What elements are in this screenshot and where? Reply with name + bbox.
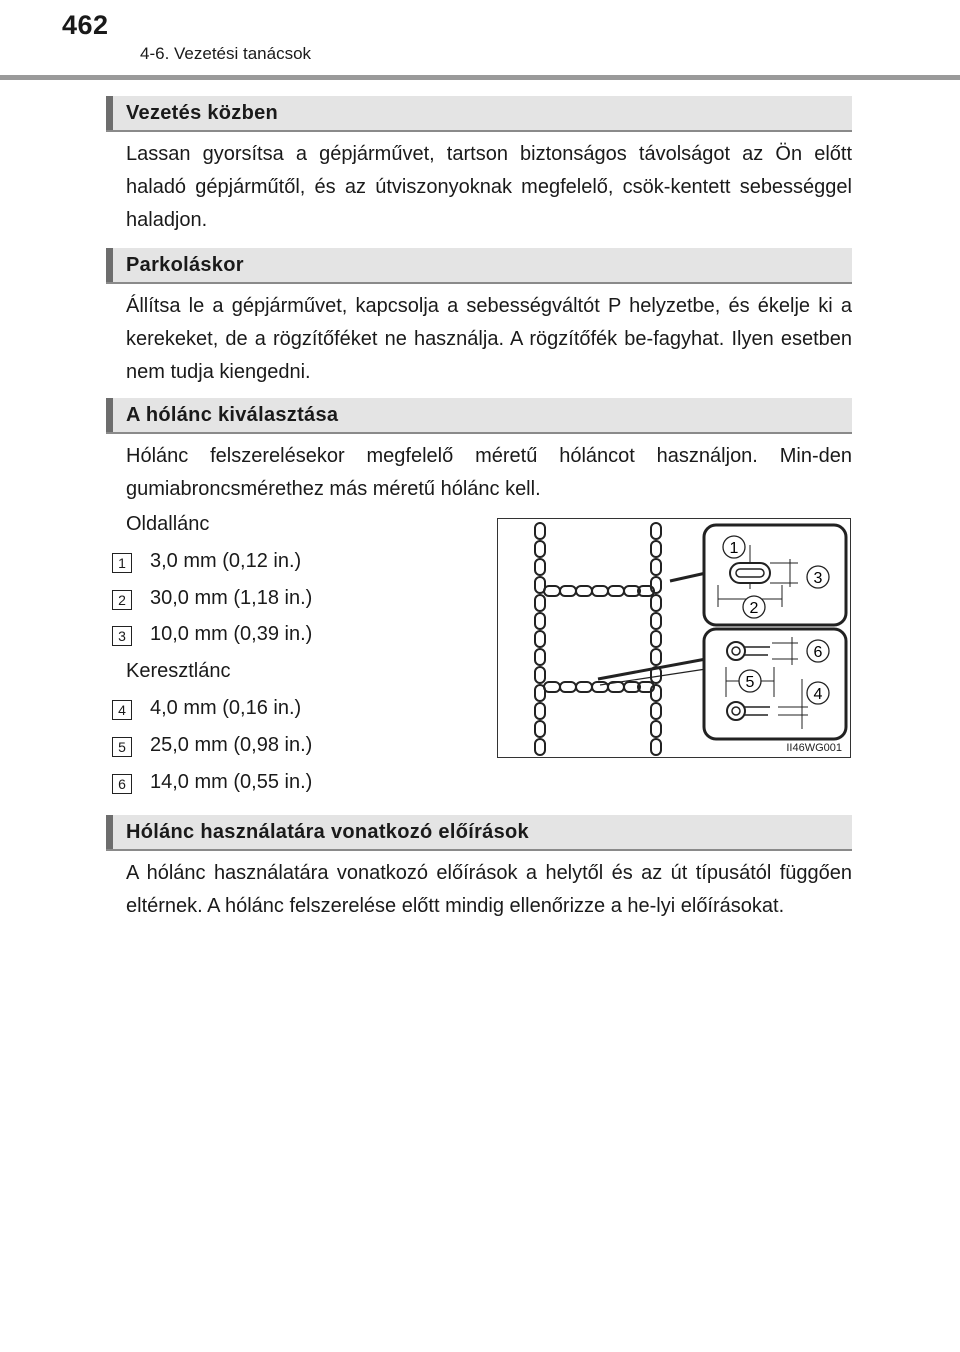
callout-number: 6 (112, 774, 132, 794)
section-heading-driving (106, 96, 852, 132)
callout-6-label: 6 (813, 644, 823, 661)
spec-value: 25,0 mm (0,98 in.) (150, 734, 313, 756)
callout-number: 3 (112, 626, 132, 646)
callout-number: 1 (112, 553, 132, 573)
heading-title: A hólánc kiválasztása (126, 404, 339, 426)
driving-paragraph: Lassan gyorsítsa a gépjárművet, tartson biztonságos távolságot az Ön előtt haladó gépjárműtől, és az útviszonyoknak megfelelő, csök-kentett sebességgel haladjon. (126, 143, 852, 231)
chain-selection-paragraph: Hólánc felszerelésekor megfelelő méretű hóláncot használjon. Min-den gumiabroncsmérethez más méretű hólánc kell. (126, 445, 852, 500)
parking-paragraph: Állítsa le a gépjárművet, kapcsolja a sebességváltót P helyzetbe, és ékelje ki a kerekeket, de a rögzítőféket ne használja. A rögzítőfék be-fagyhat. Ilyen esetben nem tudja kiengedni. (126, 295, 852, 383)
callout-1-label: 1 (729, 540, 739, 557)
page-number: 462 (62, 10, 109, 40)
heading-bar (106, 815, 113, 849)
heading-bar (106, 96, 113, 130)
heading-title: Vezetés közben (126, 102, 279, 124)
callout-number: 4 (112, 700, 132, 720)
spec-value: 10,0 mm (0,39 in.) (150, 623, 313, 645)
leader-line-upper (670, 573, 706, 581)
heading-title: Hólánc használatára vonatkozó előírások (126, 821, 529, 843)
section-heading-parking (106, 248, 852, 284)
side-chain-right (651, 523, 661, 755)
callout-5-label: 5 (745, 674, 755, 691)
callout-number: 5 (112, 737, 132, 757)
regulations-paragraph: A hólánc használatára vonatkozó előírások a helytől és az út típusától függően eltérnek. A hólánc felszerelése előtt mindig ellenőrizze a he-lyi előírásokat. (126, 862, 852, 917)
cross-chain-upper (544, 586, 654, 596)
header-rule (0, 75, 960, 80)
spec-value: 4,0 mm (0,16 in.) (150, 697, 302, 719)
side-chain-label: Oldallánc (126, 513, 210, 535)
spec-value: 3,0 mm (0,12 in.) (150, 550, 302, 572)
section-heading-chain-selection (106, 398, 852, 434)
snow-chain-illustration (498, 519, 852, 759)
callout-2-label: 2 (749, 600, 759, 617)
section-heading-regulations (106, 815, 852, 851)
section-label: 4-6. Vezetési tanácsok (140, 44, 312, 63)
heading-bar (106, 248, 113, 282)
heading-title: Parkoláskor (126, 254, 244, 276)
snow-chain-figure (497, 518, 851, 758)
cross-chain-label: Keresztlánc (126, 660, 231, 682)
spec-value: 30,0 mm (1,18 in.) (150, 587, 313, 609)
heading-bar (106, 398, 113, 432)
spec-value: 14,0 mm (0,55 in.) (150, 771, 313, 793)
callout-number: 2 (112, 590, 132, 610)
callout-3-label: 3 (813, 570, 823, 587)
callout-4-label: 4 (813, 686, 823, 703)
side-chain-left (535, 523, 545, 755)
cross-chain-lower (544, 682, 654, 692)
figure-code: II46WG001 (786, 742, 842, 754)
